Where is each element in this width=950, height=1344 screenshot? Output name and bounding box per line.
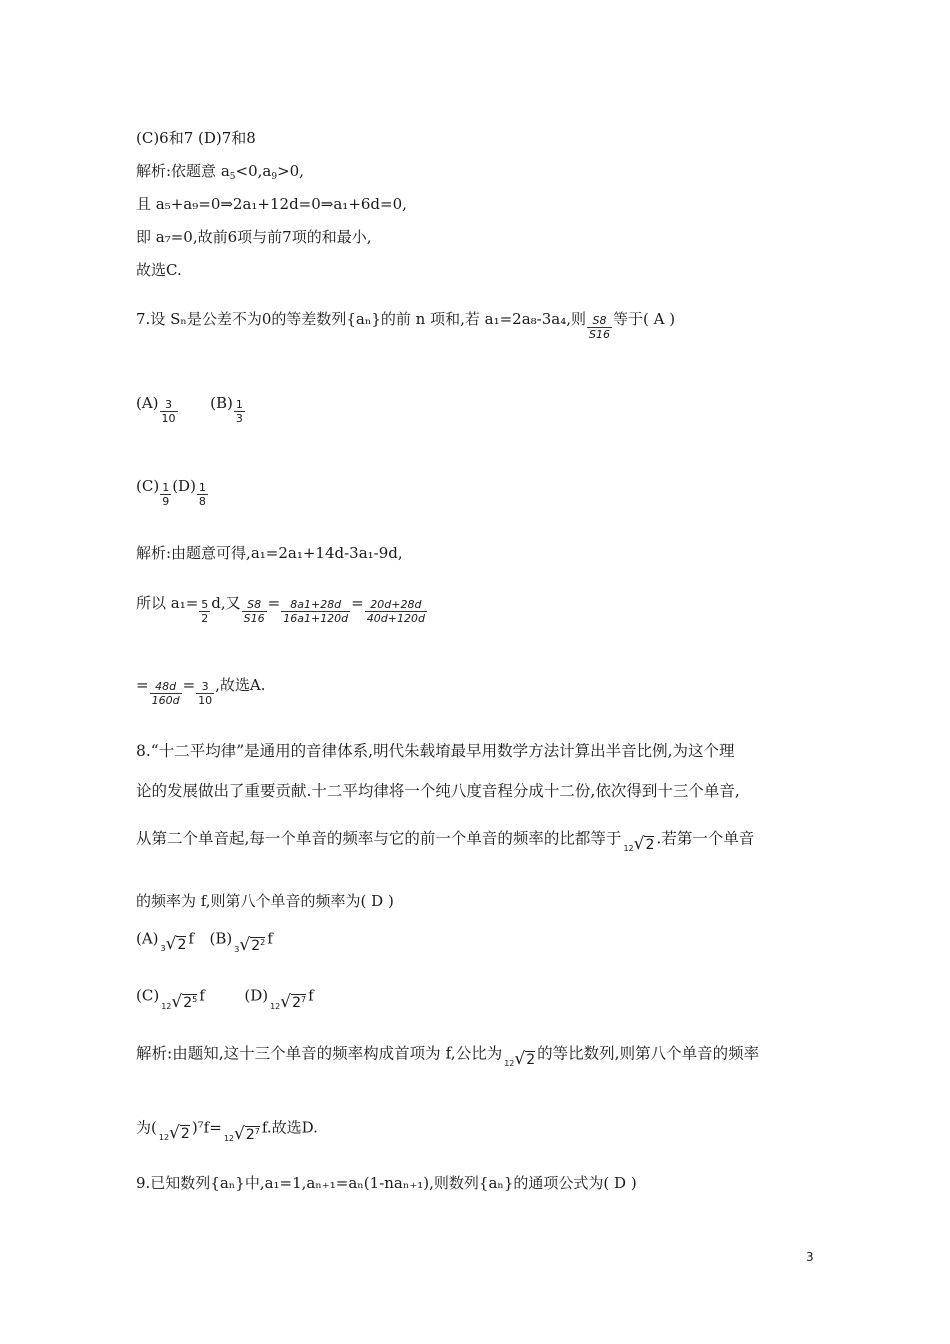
question-8-solution-1 [136, 1043, 816, 1069]
option-a-fraction [160, 398, 178, 426]
text-fragment: )⁷f= [191, 1118, 222, 1137]
question-7-solution-1: 解析:由题意可得,a₁=2a₁+14d-3a₁-9d, [136, 544, 403, 562]
radicand [291, 994, 306, 1011]
radical-icon: √ [280, 992, 292, 1012]
denominator: S16 [589, 328, 610, 341]
radicand: 2 [526, 1052, 536, 1068]
root-index: 12 [158, 1133, 170, 1142]
text-fragment: ,故选A. [215, 676, 266, 694]
radical-icon: √ [514, 1049, 526, 1069]
fraction-5-2 [199, 598, 210, 626]
question-7-solution-3 [136, 672, 266, 707]
radicand [245, 1126, 260, 1143]
text-fragment: 7.设 Sₙ是公差不为0的等差数列{aₙ}的前 n 项和,若 a₁=2a₈-3a₄,则 [136, 310, 587, 328]
twelfth-root-of-2 [623, 834, 654, 857]
option-c-label: (C) [136, 986, 160, 1005]
numerator: 3 [196, 680, 214, 694]
radical-icon: √ [234, 1124, 245, 1144]
text-fragment: <0,a [235, 162, 272, 180]
radicand-base: 2 [245, 1127, 255, 1143]
denominator: 160d [151, 694, 180, 707]
radical-icon: √ [169, 1123, 180, 1143]
text-line-analysis-2: 且 a₅+a₉=0⇒2a₁+12d=0⇒a₁+6d=0, [136, 195, 407, 213]
twelfth-root-of-2 [504, 1049, 535, 1072]
option-b-label: (B) [210, 394, 233, 412]
question-8-options-cd [136, 984, 314, 1012]
option-b-fraction [234, 398, 245, 426]
denominator: 10 [161, 412, 176, 425]
fraction-s8-s16 [242, 598, 267, 626]
option-a-label: (A) [136, 394, 159, 412]
numerator: 1 [235, 398, 243, 411]
subscript: 5 [229, 172, 236, 182]
fraction-3-10 [196, 680, 214, 708]
root-index: 12 [161, 1002, 172, 1011]
fraction-sum-ratio [281, 598, 350, 626]
radical-icon: √ [633, 834, 645, 854]
exponent: 7 [301, 995, 307, 1004]
question-8-line-2: 论的发展做出了重要贡献.十二平均律将一个纯八度音程分成十二份,依次得到十三个单音, [136, 782, 740, 800]
radical-icon: √ [171, 992, 183, 1012]
denominator: 40d+120d [366, 612, 425, 625]
text-fragment: d,又 [211, 594, 241, 612]
denominator: 9 [162, 495, 170, 508]
text-line-answer-c: 故选C. [136, 261, 182, 279]
fraction-s8-s16 [587, 314, 612, 342]
text-fragment: 所以 a₁= [136, 594, 199, 612]
text-fragment: 的等比数列,则第八个单音的频率 [537, 1044, 760, 1063]
radicand [176, 936, 186, 953]
option-d-label: (D) [244, 986, 269, 1005]
text-line-analysis-1 [136, 161, 304, 187]
option-c-label: (C) [136, 477, 160, 495]
option-a-radical [161, 934, 187, 957]
root-index: 12 [223, 1134, 234, 1143]
variable-f: f [188, 929, 194, 948]
variable-f: f [267, 929, 273, 948]
numerator: S8 [242, 598, 267, 612]
equals-sign: = [267, 594, 281, 612]
root-index: 3 [234, 945, 240, 954]
radical-icon: √ [165, 934, 177, 954]
question-7-options-cd [136, 473, 209, 508]
radicand-base: 2 [292, 995, 302, 1011]
radicand-base: 2 [251, 938, 261, 954]
variable-f: f [199, 986, 205, 1005]
root-index: 12 [623, 844, 634, 853]
question-7-solution-2 [136, 590, 428, 625]
text-line-options-c-d: (C)6和7 (D)7和8 [136, 129, 256, 147]
denominator: 8 [198, 495, 206, 508]
fraction-48d-160d [150, 680, 182, 708]
option-d-radical [270, 990, 306, 1015]
twelfth-root-of-2 [159, 1123, 190, 1146]
subscript: 9 [271, 172, 278, 182]
radicand [182, 994, 197, 1011]
radicand: 2 [180, 1126, 190, 1142]
question-8-line-3 [136, 828, 816, 854]
root-index: 3 [160, 944, 166, 953]
question-7-stem [136, 306, 676, 341]
root-index: 12 [504, 1059, 515, 1068]
denominator: 2 [201, 612, 209, 625]
text-fragment: 从第二个单音起,每一个单音的频率与它的前一个单音的频率的比都等于 [136, 829, 622, 848]
numerator: 20d+28d [365, 598, 427, 612]
question-8-options-ab [136, 927, 273, 955]
fraction-substituted [365, 598, 427, 626]
option-d-label: (D) [172, 477, 196, 495]
text-fragment: 解析:依题意 a [136, 162, 230, 180]
radicand-base: 2 [183, 995, 193, 1011]
text-fragment: 等于( A ) [613, 310, 676, 328]
numerator: 8a1+28d [281, 598, 350, 612]
equals-sign: = [136, 676, 149, 694]
option-c-radical [161, 990, 197, 1015]
numerator: 48d [150, 680, 182, 694]
text-fragment: 为( [136, 1118, 157, 1137]
exponent: 7 [254, 1127, 260, 1136]
text-line-analysis-3: 即 a₇=0,故前6项与前7项的和最小, [136, 228, 372, 246]
numerator: 1 [162, 481, 170, 494]
numerator: 3 [160, 398, 178, 412]
question-8-line-4: 的频率为 f,则第八个单音的频率为( D ) [136, 892, 394, 910]
text-fragment: .若第一个单音 [656, 829, 755, 848]
option-b-label: (B) [209, 929, 233, 948]
option-a-label: (A) [136, 929, 159, 948]
text-fragment: 解析:由题知,这十三个单音的频率构成首项为 f,公比为 [136, 1044, 503, 1063]
exponent: 2 [260, 938, 266, 947]
text-fragment: >0, [277, 162, 304, 180]
option-d-fraction [197, 481, 208, 509]
radicand-base: 2 [177, 937, 187, 953]
option-b-radical [234, 933, 265, 958]
equals-sign: = [351, 594, 364, 612]
numerator: 1 [198, 481, 206, 494]
equals-sign: = [182, 676, 196, 694]
denominator: 3 [235, 412, 243, 425]
question-8-line-1: 8.“十二平均律”是通用的音律体系,明代朱载堉最早用数学方法计算出半音比例,为这个理 [136, 742, 735, 760]
denominator: S16 [243, 612, 265, 625]
radical-icon: √ [239, 935, 251, 955]
exponent: 5 [192, 995, 198, 1004]
numerator: 5 [201, 598, 209, 611]
denominator: 16a1+120d [283, 612, 349, 625]
radicand [250, 937, 265, 954]
text-fragment: f.故选D. [261, 1118, 318, 1137]
question-7-options-ab [136, 390, 246, 425]
question-8-solution-2 [136, 1116, 318, 1144]
page-number: 3 [806, 1250, 814, 1264]
radicand: 2 [645, 837, 655, 853]
root-index: 12 [270, 1002, 281, 1011]
question-9-stem: 9.已知数列{aₙ}中,a₁=1,aₙ₊₁=aₙ(1-naₙ₊₁),则数列{aₙ}的通项公式为( D ) [136, 1174, 637, 1192]
option-c-fraction [160, 481, 171, 509]
numerator: S8 [587, 314, 612, 328]
twelfth-root-of-2-power-7 [224, 1122, 260, 1147]
denominator: 10 [198, 694, 213, 707]
variable-f: f [308, 986, 314, 1005]
